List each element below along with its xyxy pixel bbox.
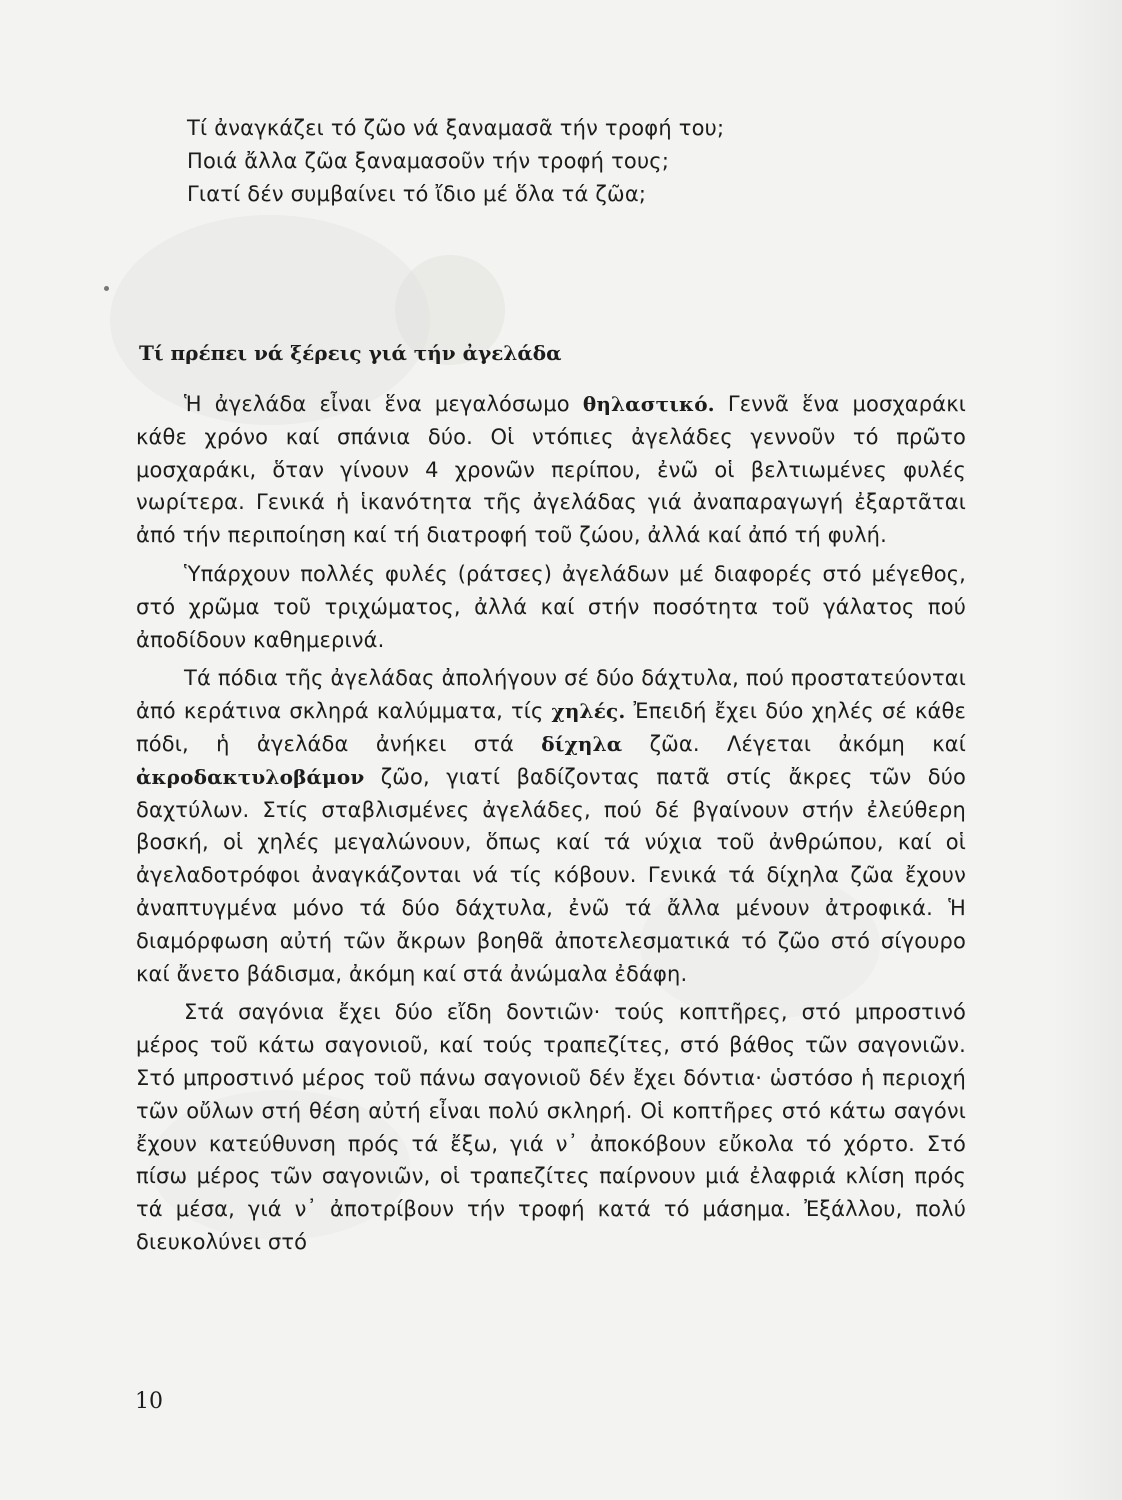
term-hooves: χηλές. [551, 699, 626, 724]
text-run: Ἡ ἀγελάδα εἶναι ἕνα μεγαλόσωμο [184, 392, 583, 416]
text-run: Γεννᾶ ἕνα μοσχαράκι κάθε χρόνο καί σπάνια δύο. Οἱ ντόπιες ἀγελάδες γεννοῦν τό πρῶτο μοσχαράκι, ὅταν γίνουν 4 χρονῶν περίπου, ἐνῶ οἱ βελτιωμένες φυλές νωρίτερα. Γενικά ἡ ἱκανότητα τῆς ἀγελάδας γιά ἀναπαραγωγή ἐξαρτᾶται ἀπό τήν περιποίηση καί τή διατροφή τοῦ ζώου, ἀλλά καί ἀπό τή φυλή. [136, 392, 966, 548]
paragraph-reproduction [136, 388, 966, 552]
section-heading: Τί πρέπει νά ξέρεις γιά τήν ἀγελάδα [139, 341, 562, 365]
question-line: Τί ἀναγκάζει τό ζῶο νά ξαναμασᾶ τήν τροφή του; [187, 116, 725, 140]
term-toe-walking: ἀκροδακτυλοβάμον [136, 764, 365, 789]
margin-speck [104, 286, 109, 291]
review-questions [187, 112, 1007, 211]
text-run: Ὑπάρχουν πολλές φυλές (ράτσες) ἀγελάδων μέ διαφορές στό μέγεθος, στό χρῶμα τοῦ τριχώματος, ἀλλά καί στήν ποσότητα τοῦ γάλατος πού ἀποδίδουν καθημερινά. [136, 561, 966, 652]
paragraph-breeds [136, 558, 966, 656]
paragraph-hooves [136, 662, 966, 990]
page-number: 10 [135, 1389, 163, 1414]
text-run: Ἐπειδή ἔχει δύο χηλές σέ κάθε πόδι, ἡ ἀγελάδα ἀνήκει στά [136, 699, 966, 756]
term-mammal: θηλαστικό. [582, 392, 715, 416]
text-run: ζῶο, γιατί βαδίζοντας πατᾶ στίς ἄκρες τῶν δύο δαχτύλων. Στίς σταβλισμένες ἀγελάδες, πού δέ βγαίνουν στήν ἐλεύθερη βοσκή, οἱ χηλές μεγαλώνουν, ὅπως καί τά νύχια τοῦ ἀνθρώπου, καί οἱ ἀγελαδοτρόφοι ἀναγκάζονται νά τίς κόβουν. Γενικά τά δίχηλα ζῶα ἔχουν ἀναπτυγμένα μόνο τά δύο δάχτυλα, ἐνῶ τά ἄλλα μένουν ἀτροφικά. Ἡ διαμόρφωση αὐτή τῶν ἄκρων βοηθᾶ ἀποτελεσματικά τό ζῶο στό σίγουρο καί ἄνετο βάδισμα, ἀκόμη καί στά ἀνώμαλα ἐδάφη. [136, 764, 966, 986]
body-text [136, 388, 966, 1265]
text-run: Στά σαγόνια ἔχει δύο εἴδη δοντιῶν· τούς κοπτῆρες, στό μπροστινό μέρος τοῦ κάτω σαγονιοῦ, καί τούς τραπεζίτες, στό βάθος τῶν σαγονιῶν. Στό μπροστινό μέρος τοῦ πάνω σαγονιοῦ δέν ἔχει δόντια· ὡστόσο ἡ περιοχή τῶν οὔλων στή θέση αὐτή εἶναι πολύ σκληρή. Οἱ κοπτῆρες στό κάτω σαγόνι ἔχουν κατεύθυνση πρός τά ἔξω, γιά ν᾿ ἀποκόβουν εὔκολα τό χόρτο. Στό πίσω μέρος τῶν σαγονιῶν, οἱ τραπεζίτες παίρνουν μιά ἐλαφριά κλίση πρός τά μέσα, γιά ν᾿ ἀποτρίβουν τήν τροφή κατά τό μάσημα. Ἐξάλλου, πολύ διευκολύνει στό [136, 1000, 966, 1254]
text-run: Τά πόδια τῆς ἀγελάδας ἀπολήγουν σέ δύο δάχτυλα, πού προστατεύονται ἀπό κεράτινα σκληρά καλύμματα, τίς [136, 666, 966, 724]
question-line: Ποιά ἄλλα ζῶα ξαναμασοῦν τήν τροφή τους; [187, 149, 670, 173]
page-edge-shadow [1052, 0, 1122, 1500]
text-run: ζῶα. Λέγεται ἀκόμη καί [622, 731, 967, 756]
paragraph-teeth [136, 996, 966, 1258]
term-cloven-hoofed: δίχηλα [541, 731, 623, 756]
question-line: Γιατί δέν συμβαίνει τό ἴδιο μέ ὅλα τά ζῶα; [187, 182, 647, 206]
